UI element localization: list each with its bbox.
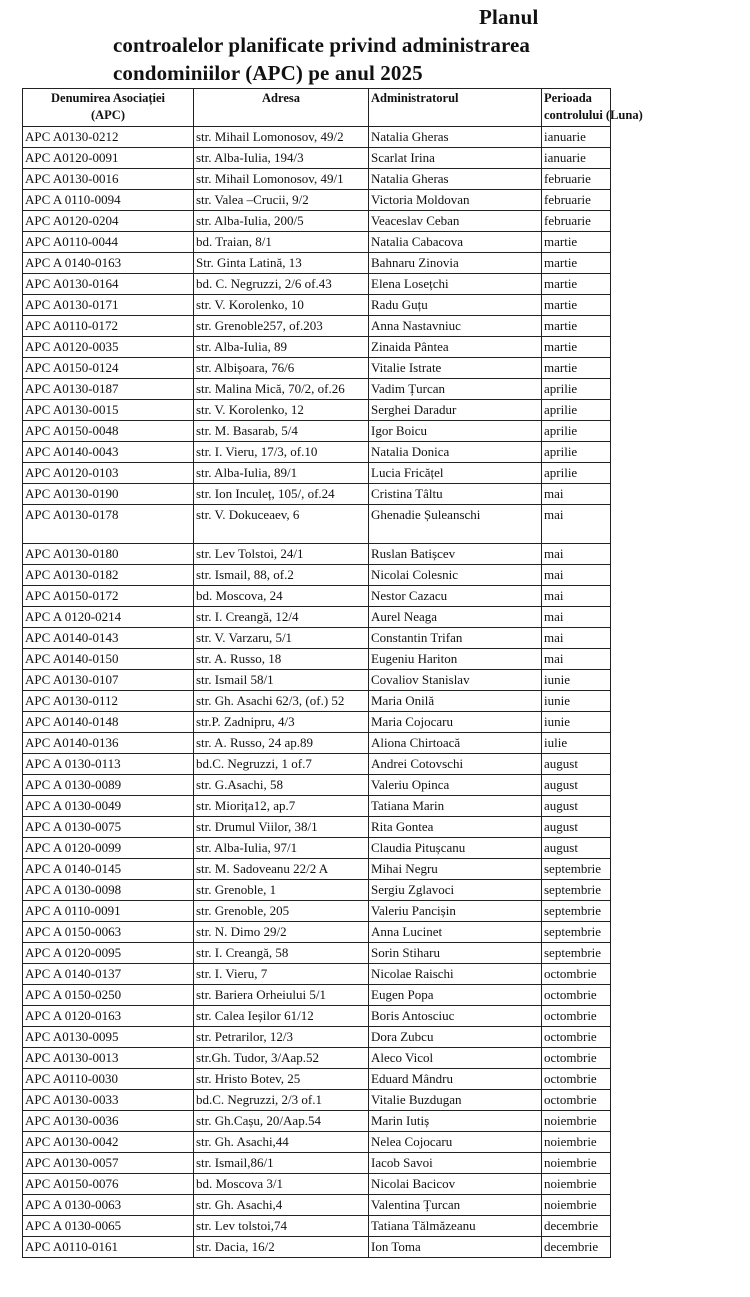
cell-apc: APC A0110-0161 xyxy=(23,1237,194,1258)
cell-apc: APC A0130-0015 xyxy=(23,400,194,421)
cell-adresa: bd. C. Negruzzi, 2/6 of.43 xyxy=(194,274,369,295)
cell-adresa: str. Grenoble, 1 xyxy=(194,880,369,901)
table-row xyxy=(23,190,611,211)
table-row xyxy=(23,295,611,316)
cell-administrator: Eugeniu Hariton xyxy=(369,649,542,670)
cell-apc: APC A0130-0112 xyxy=(23,691,194,712)
cell-administrator: Aleco Vicol xyxy=(369,1048,542,1069)
cell-administrator: Serghei Daradur xyxy=(369,400,542,421)
cell-apc: APC A0140-0150 xyxy=(23,649,194,670)
cell-administrator: Maria Cojocaru xyxy=(369,712,542,733)
cell-luna: octombrie xyxy=(542,1027,611,1048)
cell-adresa: bd.C. Negruzzi, 1 of.7 xyxy=(194,754,369,775)
cell-administrator: Natalia Gheras xyxy=(369,169,542,190)
cell-adresa: str.Gh. Tudor, 3/Aap.52 xyxy=(194,1048,369,1069)
cell-adresa: bd. Traian, 8/1 xyxy=(194,232,369,253)
table-row xyxy=(23,232,611,253)
cell-apc: APC A 0120-0095 xyxy=(23,943,194,964)
cell-apc: APC A 0150-0063 xyxy=(23,922,194,943)
cell-luna: martie xyxy=(542,337,611,358)
table-row xyxy=(23,649,611,670)
cell-apc: APC A0130-0180 xyxy=(23,544,194,565)
cell-luna: ianuarie xyxy=(542,148,611,169)
cell-adresa: str. Ismail,86/1 xyxy=(194,1153,369,1174)
cell-adresa: Str. Ginta Latină, 13 xyxy=(194,253,369,274)
cell-adresa: str. Alba-Iulia, 200/5 xyxy=(194,211,369,232)
cell-apc: APC A0130-0164 xyxy=(23,274,194,295)
cell-adresa: str. Mihail Lomonosov, 49/2 xyxy=(194,127,369,148)
cell-adresa: str.P. Zadnipru, 4/3 xyxy=(194,712,369,733)
cell-administrator: Vitalie Buzdugan xyxy=(369,1090,542,1111)
cell-administrator: Anna Lucinet xyxy=(369,922,542,943)
cell-administrator: Lucia Fricățel xyxy=(369,463,542,484)
cell-adresa: str. I. Creangă, 58 xyxy=(194,943,369,964)
table-row xyxy=(23,1153,611,1174)
cell-apc: APC A0110-0172 xyxy=(23,316,194,337)
table-row xyxy=(23,211,611,232)
table-row xyxy=(23,1090,611,1111)
cell-administrator: Natalia Cabacova xyxy=(369,232,542,253)
cell-luna: martie xyxy=(542,274,611,295)
header-asociatie xyxy=(23,89,194,127)
cell-adresa: str. Alba-Iulia, 97/1 xyxy=(194,838,369,859)
cell-luna: februarie xyxy=(542,211,611,232)
cell-administrator: Dora Zubcu xyxy=(369,1027,542,1048)
cell-apc: APC A 0130-0049 xyxy=(23,796,194,817)
cell-luna: februarie xyxy=(542,190,611,211)
cell-adresa: str. N. Dimo 29/2 xyxy=(194,922,369,943)
cell-administrator: Aurel Neaga xyxy=(369,607,542,628)
cell-administrator: Nelea Cojocaru xyxy=(369,1132,542,1153)
cell-luna: august xyxy=(542,838,611,859)
cell-luna: aprilie xyxy=(542,400,611,421)
table-row xyxy=(23,817,611,838)
table-row xyxy=(23,754,611,775)
cell-apc: APC A 0110-0094 xyxy=(23,190,194,211)
cell-apc: APC A0130-0190 xyxy=(23,484,194,505)
cell-adresa: str. Valea –Crucii, 9/2 xyxy=(194,190,369,211)
cell-apc: APC A0110-0044 xyxy=(23,232,194,253)
cell-administrator: Ion Toma xyxy=(369,1237,542,1258)
table-row xyxy=(23,253,611,274)
cell-administrator: Rita Gontea xyxy=(369,817,542,838)
table-row xyxy=(23,358,611,379)
cell-apc: APC A0140-0043 xyxy=(23,442,194,463)
cell-adresa: str. Grenoble257, of.203 xyxy=(194,316,369,337)
cell-administrator: Boris Antosciuc xyxy=(369,1006,542,1027)
cell-apc: APC A0130-0178 xyxy=(23,505,194,544)
control-plan-table xyxy=(22,88,643,1258)
cell-apc: APC A0130-0187 xyxy=(23,379,194,400)
cell-adresa: str. Albișoara, 76/6 xyxy=(194,358,369,379)
cell-luna: aprilie xyxy=(542,442,611,463)
table-row xyxy=(23,400,611,421)
cell-adresa: str. Grenoble, 205 xyxy=(194,901,369,922)
header-perioada-line1: Perioada xyxy=(544,91,592,105)
cell-luna: noiembrie xyxy=(542,1111,611,1132)
cell-apc: APC A 0130-0065 xyxy=(23,1216,194,1237)
cell-administrator: Ghenadie Șuleanschi xyxy=(369,505,542,544)
cell-administrator: Valeriu Opinca xyxy=(369,775,542,796)
table-row xyxy=(23,442,611,463)
cell-apc: APC A0150-0124 xyxy=(23,358,194,379)
table-row xyxy=(23,1111,611,1132)
cell-apc: APC A0110-0030 xyxy=(23,1069,194,1090)
cell-apc: APC A 0130-0098 xyxy=(23,880,194,901)
table-row xyxy=(23,880,611,901)
cell-administrator: Victoria Moldovan xyxy=(369,190,542,211)
cell-apc: APC A0140-0143 xyxy=(23,628,194,649)
cell-apc: APC A0130-0036 xyxy=(23,1111,194,1132)
cell-administrator: Elena Losețchi xyxy=(369,274,542,295)
cell-administrator: Nicolai Colesnic xyxy=(369,565,542,586)
cell-adresa: str. V. Korolenko, 10 xyxy=(194,295,369,316)
cell-apc: APC A0130-0042 xyxy=(23,1132,194,1153)
table-row xyxy=(23,463,611,484)
cell-administrator: Andrei Cotovschi xyxy=(369,754,542,775)
cell-apc: APC A 0120-0163 xyxy=(23,1006,194,1027)
cell-luna: decembrie xyxy=(542,1216,611,1237)
cell-administrator: Tatiana Marin xyxy=(369,796,542,817)
table-row xyxy=(23,901,611,922)
cell-adresa: str. V. Korolenko, 12 xyxy=(194,400,369,421)
cell-apc: APC A0120-0091 xyxy=(23,148,194,169)
cell-apc: APC A 0130-0113 xyxy=(23,754,194,775)
table-row xyxy=(23,1069,611,1090)
cell-luna: iulie xyxy=(542,733,611,754)
cell-apc: APC A 0130-0075 xyxy=(23,817,194,838)
cell-luna: noiembrie xyxy=(542,1174,611,1195)
cell-administrator: Valentina Țurcan xyxy=(369,1195,542,1216)
title-line-3: condominiilor (APC) pe anul 2025 xyxy=(113,61,423,85)
table-row xyxy=(23,712,611,733)
cell-administrator: Scarlat Irina xyxy=(369,148,542,169)
cell-apc: APC A0150-0048 xyxy=(23,421,194,442)
cell-luna: octombrie xyxy=(542,1090,611,1111)
cell-adresa: str. Ismail, 88, of.2 xyxy=(194,565,369,586)
cell-administrator: Iacob Savoi xyxy=(369,1153,542,1174)
cell-adresa: str. Miorița12, ap.7 xyxy=(194,796,369,817)
cell-administrator: Eduard Mândru xyxy=(369,1069,542,1090)
cell-adresa: str. Gh. Asachi,4 xyxy=(194,1195,369,1216)
cell-luna: septembrie xyxy=(542,859,611,880)
cell-luna: mai xyxy=(542,649,611,670)
cell-apc: APC A 0150-0250 xyxy=(23,985,194,1006)
table-row xyxy=(23,859,611,880)
table-row xyxy=(23,586,611,607)
header-asociatie-line2: (APC) xyxy=(90,108,125,122)
cell-apc: APC A 0130-0089 xyxy=(23,775,194,796)
title-line-1: Planul xyxy=(479,5,539,29)
cell-adresa: str. Lev tolstoi,74 xyxy=(194,1216,369,1237)
table-row xyxy=(23,505,611,544)
cell-luna: mai xyxy=(542,586,611,607)
cell-luna: septembrie xyxy=(542,943,611,964)
cell-adresa: str. Malina Mică, 70/2, of.26 xyxy=(194,379,369,400)
cell-administrator: Igor Boicu xyxy=(369,421,542,442)
table-row xyxy=(23,943,611,964)
cell-luna: noiembrie xyxy=(542,1132,611,1153)
cell-adresa: str. Gh. Asachi,44 xyxy=(194,1132,369,1153)
cell-apc: APC A0130-0107 xyxy=(23,670,194,691)
table-row xyxy=(23,379,611,400)
cell-administrator: Cristina Tâltu xyxy=(369,484,542,505)
cell-adresa: bd. Moscova, 24 xyxy=(194,586,369,607)
cell-apc: APC A 0120-0214 xyxy=(23,607,194,628)
table-row xyxy=(23,1237,611,1258)
cell-adresa: str. A. Russo, 24 ap.89 xyxy=(194,733,369,754)
cell-apc: APC A0130-0182 xyxy=(23,565,194,586)
table-row xyxy=(23,337,611,358)
cell-adresa: str. Gh. Asachi 62/3, (of.) 52 xyxy=(194,691,369,712)
table-row xyxy=(23,1048,611,1069)
table-row xyxy=(23,1195,611,1216)
cell-administrator: Mihai Negru xyxy=(369,859,542,880)
cell-luna: mai xyxy=(542,544,611,565)
table-header xyxy=(23,89,643,127)
header-administrator: Administratorul xyxy=(369,89,542,127)
cell-administrator: Covaliov Stanislav xyxy=(369,670,542,691)
cell-luna: mai xyxy=(542,505,611,544)
header-adresa: Adresa xyxy=(194,89,369,127)
table-row xyxy=(23,169,611,190)
cell-luna: august xyxy=(542,775,611,796)
title-line-2: controalelor planificate privind administrarea xyxy=(113,33,531,57)
cell-luna: septembrie xyxy=(542,901,611,922)
cell-administrator: Nicolai Bacicov xyxy=(369,1174,542,1195)
cell-luna: mai xyxy=(542,607,611,628)
cell-adresa: str. I. Vieru, 7 xyxy=(194,964,369,985)
table-row xyxy=(23,148,611,169)
cell-luna: noiembrie xyxy=(542,1153,611,1174)
cell-administrator: Ruslan Batișcev xyxy=(369,544,542,565)
cell-administrator: Maria Onilă xyxy=(369,691,542,712)
table-row xyxy=(23,274,611,295)
cell-luna: martie xyxy=(542,316,611,337)
cell-administrator: Bahnaru Zinovia xyxy=(369,253,542,274)
cell-apc: APC A 0140-0163 xyxy=(23,253,194,274)
cell-luna: mai xyxy=(542,628,611,649)
table-row xyxy=(23,838,611,859)
cell-administrator: Nicolae Raischi xyxy=(369,964,542,985)
table-row xyxy=(23,985,611,1006)
cell-adresa: str. Bariera Orheiului 5/1 xyxy=(194,985,369,1006)
cell-apc: APC A0130-0033 xyxy=(23,1090,194,1111)
cell-adresa: str. I. Vieru, 17/3, of.10 xyxy=(194,442,369,463)
cell-adresa: str. Calea Ieșilor 61/12 xyxy=(194,1006,369,1027)
cell-adresa: str. Lev Tolstoi, 24/1 xyxy=(194,544,369,565)
cell-luna: octombrie xyxy=(542,964,611,985)
table-row xyxy=(23,733,611,754)
cell-administrator: Aliona Chirtoacă xyxy=(369,733,542,754)
cell-adresa: str. I. Creangă, 12/4 xyxy=(194,607,369,628)
cell-apc: APC A0130-0057 xyxy=(23,1153,194,1174)
cell-apc: APC A0130-0171 xyxy=(23,295,194,316)
cell-apc: APC A 0120-0099 xyxy=(23,838,194,859)
cell-administrator: Vitalie Istrate xyxy=(369,358,542,379)
table-row xyxy=(23,691,611,712)
cell-administrator: Sergiu Zglavoci xyxy=(369,880,542,901)
cell-luna: aprilie xyxy=(542,379,611,400)
cell-apc: APC A0130-0095 xyxy=(23,1027,194,1048)
cell-adresa: str. V. Varzaru, 5/1 xyxy=(194,628,369,649)
cell-apc: APC A 0110-0091 xyxy=(23,901,194,922)
cell-apc: APC A0150-0076 xyxy=(23,1174,194,1195)
cell-apc: APC A0120-0035 xyxy=(23,337,194,358)
cell-adresa: str. V. Dokuceaev, 6 xyxy=(194,505,369,544)
cell-administrator: Veaceslav Ceban xyxy=(369,211,542,232)
table-row xyxy=(23,670,611,691)
cell-administrator: Eugen Popa xyxy=(369,985,542,1006)
table-row xyxy=(23,565,611,586)
cell-apc: APC A0130-0013 xyxy=(23,1048,194,1069)
table-row xyxy=(23,628,611,649)
cell-administrator: Natalia Gheras xyxy=(369,127,542,148)
cell-luna: august xyxy=(542,754,611,775)
cell-apc: APC A0130-0016 xyxy=(23,169,194,190)
cell-apc: APC A 0140-0145 xyxy=(23,859,194,880)
cell-luna: august xyxy=(542,817,611,838)
cell-administrator: Anna Nastavniuc xyxy=(369,316,542,337)
table-row xyxy=(23,1216,611,1237)
table-row xyxy=(23,775,611,796)
cell-luna: octombrie xyxy=(542,1069,611,1090)
header-row xyxy=(23,89,611,127)
cell-adresa: str. M. Basarab, 5/4 xyxy=(194,421,369,442)
cell-apc: APC A0120-0103 xyxy=(23,463,194,484)
cell-luna: august xyxy=(542,796,611,817)
cell-administrator: Claudia Pitușcanu xyxy=(369,838,542,859)
cell-adresa: str. Alba-Iulia, 89/1 xyxy=(194,463,369,484)
cell-administrator: Sorin Stiharu xyxy=(369,943,542,964)
cell-luna: octombrie xyxy=(542,1048,611,1069)
cell-luna: mai xyxy=(542,565,611,586)
cell-adresa: str. M. Sadoveanu 22/2 A xyxy=(194,859,369,880)
cell-apc: APC A0140-0136 xyxy=(23,733,194,754)
table-row xyxy=(23,1027,611,1048)
header-perioada-line2: controlului (Luna) xyxy=(544,108,643,122)
table-row xyxy=(23,421,611,442)
table-row xyxy=(23,1132,611,1153)
cell-luna: martie xyxy=(542,232,611,253)
cell-adresa: str. Petrarilor, 12/3 xyxy=(194,1027,369,1048)
cell-adresa: str. Drumul Viilor, 38/1 xyxy=(194,817,369,838)
cell-adresa: str. G.Asachi, 58 xyxy=(194,775,369,796)
cell-administrator: Vadim Țurcan xyxy=(369,379,542,400)
header-perioada xyxy=(542,89,643,127)
cell-luna: martie xyxy=(542,253,611,274)
cell-administrator: Tatiana Tălmăzeanu xyxy=(369,1216,542,1237)
cell-administrator: Natalia Donica xyxy=(369,442,542,463)
table-row xyxy=(23,127,611,148)
cell-administrator: Valeriu Pancișin xyxy=(369,901,542,922)
cell-adresa: str. Gh.Cașu, 20/Aap.54 xyxy=(194,1111,369,1132)
table-body xyxy=(23,127,611,1258)
cell-adresa: str. Ismail 58/1 xyxy=(194,670,369,691)
cell-adresa: bd.C. Negruzzi, 2/3 of.1 xyxy=(194,1090,369,1111)
cell-administrator: Marin Iutiș xyxy=(369,1111,542,1132)
cell-luna: iunie xyxy=(542,691,611,712)
cell-luna: mai xyxy=(542,484,611,505)
table-row xyxy=(23,607,611,628)
cell-luna: martie xyxy=(542,295,611,316)
cell-luna: februarie xyxy=(542,169,611,190)
table-row xyxy=(23,796,611,817)
cell-apc: APC A0120-0204 xyxy=(23,211,194,232)
table-row xyxy=(23,484,611,505)
table-row xyxy=(23,1174,611,1195)
cell-luna: ianuarie xyxy=(542,127,611,148)
table-row xyxy=(23,544,611,565)
cell-adresa: bd. Moscova 3/1 xyxy=(194,1174,369,1195)
table-row xyxy=(23,316,611,337)
cell-apc: APC A0130-0212 xyxy=(23,127,194,148)
cell-luna: martie xyxy=(542,358,611,379)
table-row xyxy=(23,922,611,943)
cell-apc: APC A0140-0148 xyxy=(23,712,194,733)
cell-luna: aprilie xyxy=(542,463,611,484)
cell-apc: APC A 0140-0137 xyxy=(23,964,194,985)
cell-administrator: Zinaida Pântea xyxy=(369,337,542,358)
cell-luna: aprilie xyxy=(542,421,611,442)
cell-administrator: Nestor Cazacu xyxy=(369,586,542,607)
cell-luna: septembrie xyxy=(542,922,611,943)
cell-adresa: str. Ion Inculeț, 105/, of.24 xyxy=(194,484,369,505)
cell-luna: noiembrie xyxy=(542,1195,611,1216)
cell-adresa: str. A. Russo, 18 xyxy=(194,649,369,670)
table-row xyxy=(23,1006,611,1027)
cell-luna: iunie xyxy=(542,712,611,733)
cell-luna: septembrie xyxy=(542,880,611,901)
cell-luna: octombrie xyxy=(542,1006,611,1027)
cell-administrator: Radu Guțu xyxy=(369,295,542,316)
header-asociatie-line1: Denumirea Asociației xyxy=(51,91,165,105)
cell-adresa: str. Dacia, 16/2 xyxy=(194,1237,369,1258)
table-row xyxy=(23,964,611,985)
cell-adresa: str. Alba-Iulia, 89 xyxy=(194,337,369,358)
cell-luna: iunie xyxy=(542,670,611,691)
cell-adresa: str. Mihail Lomonosov, 49/1 xyxy=(194,169,369,190)
cell-administrator: Constantin Trifan xyxy=(369,628,542,649)
cell-luna: decembrie xyxy=(542,1237,611,1258)
cell-adresa: str. Hristo Botev, 25 xyxy=(194,1069,369,1090)
cell-luna: octombrie xyxy=(542,985,611,1006)
cell-apc: APC A 0130-0063 xyxy=(23,1195,194,1216)
cell-adresa: str. Alba-Iulia, 194/3 xyxy=(194,148,369,169)
cell-apc: APC A0150-0172 xyxy=(23,586,194,607)
